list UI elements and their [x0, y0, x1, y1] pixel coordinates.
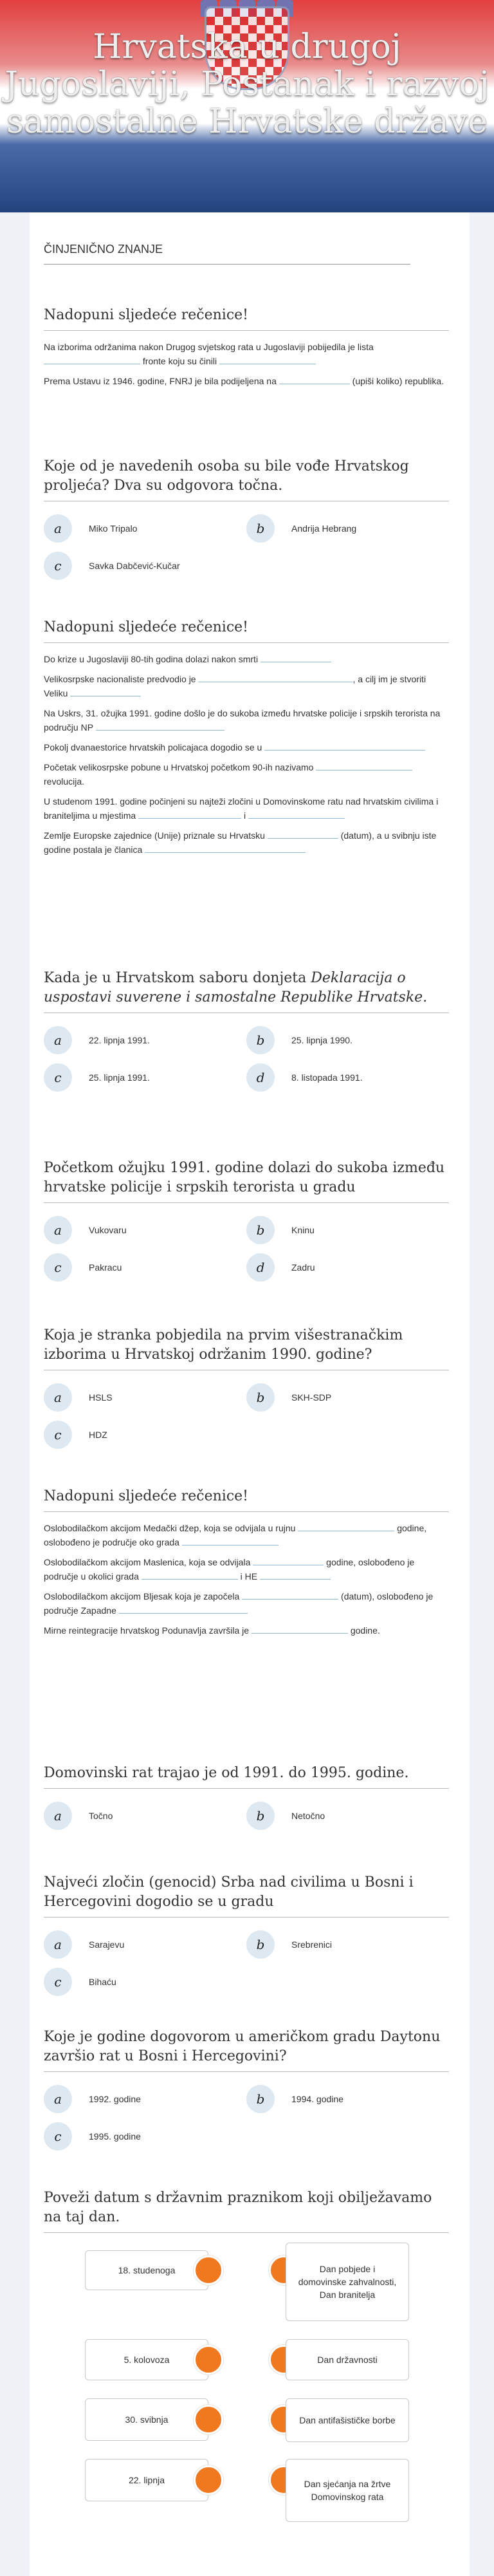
question-fill-7: [44, 1487, 449, 1643]
answer-option[interactable]: d Zadru: [246, 1253, 449, 1282]
match-row: [44, 2459, 449, 2531]
answer-blank[interactable]: [316, 761, 412, 770]
match-left-item[interactable]: 18. studenoga: [85, 2250, 208, 2290]
question-title: Koje je godine dogovorom u američkom gradu Daytonu završio rat u Bosni i Hercegovini?: [44, 2028, 449, 2072]
answer-option[interactable]: a Vukovaru: [44, 1216, 246, 1244]
question-title: Najveći zločin (genocid) Srba nad civilima u Bosni i Hercegovini dogodio se u gradu: [44, 1873, 449, 1918]
question-title: Nadopuni sljedeće rečenice!: [44, 618, 449, 643]
question-title: Domovinski rat trajao je od 1991. do 1995. godine.: [44, 1764, 449, 1789]
fill-sentence: Prema Ustavu iz 1946. godine, FNRJ je bila podijeljena na (upiši koliko) republika.: [44, 376, 444, 386]
match-connector-dot[interactable]: [194, 2345, 223, 2375]
question-choice-10: [44, 2028, 449, 2160]
question-title: Početkom ožujku 1991. godine dolazi do sukoba između hrvatske policije i srpskih terorista u gradu: [44, 1159, 449, 1203]
question-title: Nadopuni sljedeće rečenice!: [44, 306, 449, 331]
answer-option[interactable]: b 25. lipnja 1990.: [246, 1026, 449, 1054]
fill-sentence: Do krize u Jugoslaviji 80-tih godina dolazi nakon smrti: [44, 652, 449, 666]
fill-sentence: Velikosrpske nacionaliste predvodio je , a cilj im je stvoriti Veliku: [44, 674, 426, 698]
fill-sentence: Na Uskrs, 31. ožujka 1991. godine došlo je do sukoba između hrvatske policije i srpskih terorista na području NP: [44, 708, 441, 733]
question-title: Kada je u Hrvatskom saboru donjeta Deklaracija o uspostavi suverene i samostalne Republike Hrvatske.: [44, 969, 449, 1013]
answer-blank[interactable]: [119, 1605, 248, 1614]
match-connector-dot[interactable]: [194, 2465, 223, 2495]
page-title: Hrvatska u drugoj Jugoslaviji, Postanak i razvoj samostalne Hrvatske države: [5, 28, 489, 141]
answer-blank[interactable]: [182, 1536, 279, 1545]
match-left-item[interactable]: 30. svibnja: [85, 2398, 208, 2441]
answer-option[interactable]: b 1994. godine: [246, 2085, 449, 2113]
answer-option[interactable]: c Pakracu: [44, 1253, 246, 1282]
fill-sentence: Početak velikosrpske pobune u Hrvatskoj početkom 90-ih nazivamo revolucija.: [44, 760, 449, 789]
match-right-item[interactable]: Dan sjećanja na žrtve Domovinskog rata: [286, 2459, 409, 2522]
worksheet-card: [30, 212, 470, 2576]
fill-sentence: Mirne reintegracije hrvatskog Podunavlja završila je godine.: [44, 1625, 380, 1636]
answer-option[interactable]: a 22. lipnja 1991.: [44, 1026, 246, 1054]
question-choice-8: [44, 1764, 449, 1839]
answer-option[interactable]: c 25. lipnja 1991.: [44, 1063, 246, 1092]
answer-blank[interactable]: [142, 1571, 238, 1580]
match-right-item[interactable]: Dan pobjede i domovinske zahvalnosti, Dan branitelja: [286, 2243, 409, 2321]
answer-option[interactable]: c Savka Dabčević-Kučar: [44, 552, 246, 580]
answer-blank[interactable]: [268, 830, 338, 839]
answer-blank[interactable]: [252, 1625, 348, 1634]
question-choice-9: [44, 1873, 449, 2005]
match-left-item[interactable]: 5. kolovoza: [85, 2339, 208, 2380]
section-heading: [44, 239, 449, 265]
answer-option[interactable]: c 1995. godine: [44, 2122, 246, 2151]
fill-sentence: Zemlje Europske zajednice (Unije) priznale su Hrvatsku (datum), a u svibnju iste godine postala je članica: [44, 830, 437, 855]
answer-blank[interactable]: [219, 355, 316, 364]
answer-blank[interactable]: [253, 1556, 324, 1565]
match-connector-dot[interactable]: [194, 2255, 223, 2285]
fill-sentence: Oslobodilačkom akcijom Medački džep, koja se odvijala u rujnu godine, oslobođeno je područje oko grada: [44, 1523, 427, 1547]
match-connector-dot[interactable]: [194, 2405, 223, 2434]
answer-blank[interactable]: [261, 653, 331, 662]
question-choice-2: [44, 457, 449, 589]
answer-option[interactable]: b Srebrenici: [246, 1930, 449, 1959]
answer-blank[interactable]: [242, 1591, 338, 1600]
match-right-item[interactable]: Dan antifašističke borbe: [286, 2398, 409, 2442]
fill-sentence: Pokolj dvanaestorice hrvatskih policajaca dogodio se u: [44, 740, 449, 754]
question-choice-6: [44, 1326, 449, 1458]
answer-option[interactable]: b Kninu: [246, 1216, 449, 1244]
answer-blank[interactable]: [145, 844, 306, 853]
answer-blank[interactable]: [198, 673, 352, 682]
question-choice-5: [44, 1159, 449, 1291]
question-title: Koja je stranka pobjedila na prvim višestranačkim izborima u Hrvatskoj održanim 1990. godine?: [44, 1326, 449, 1370]
match-right-item[interactable]: Dan državnosti: [286, 2339, 409, 2380]
answer-blank[interactable]: [298, 1522, 394, 1531]
answer-blank[interactable]: [248, 810, 345, 819]
answer-option[interactable]: c HDZ: [44, 1421, 246, 1449]
fill-sentence: U studenom 1991. godine počinjeni su najteži zločini u Domovinskome ratu nad hrvatskim civilima i braniteljima u mjestima i: [44, 796, 439, 821]
answer-option[interactable]: c Bihaću: [44, 1968, 246, 1996]
section-label: ČINJENIČNO ZNANJE: [44, 239, 410, 265]
answer-option[interactable]: d 8. listopada 1991.: [246, 1063, 449, 1092]
answer-option[interactable]: a HSLS: [44, 1383, 246, 1412]
answer-blank[interactable]: [260, 1571, 331, 1580]
answer-blank[interactable]: [138, 810, 241, 819]
answer-option[interactable]: a 1992. godine: [44, 2085, 246, 2113]
fill-sentence: Oslobodilačkom akcijom Maslenica, koja se odvijala godine, oslobođeno je područje u okolici grada i HE: [44, 1557, 415, 1582]
answer-option[interactable]: a Točno: [44, 1802, 246, 1830]
answer-option[interactable]: b SKH-SDP: [246, 1383, 449, 1412]
answer-option[interactable]: b Netočno: [246, 1802, 449, 1830]
question-fill-1: [44, 306, 449, 394]
answer-option[interactable]: a Sarajevu: [44, 1930, 246, 1959]
header-banner: [0, 0, 494, 212]
answer-option[interactable]: a Miko Tripalo: [44, 514, 246, 543]
answer-blank[interactable]: [70, 687, 141, 696]
match-left-item[interactable]: 22. lipnja: [85, 2459, 208, 2501]
question-choice-4: [44, 969, 449, 1101]
match-row: [44, 2243, 449, 2315]
answer-blank[interactable]: [44, 355, 140, 364]
fill-sentence: Oslobodilačkom akcijom Bljesak koja je započela (datum), oslobođeno je područje Zapadne: [44, 1591, 434, 1616]
question-matching-11: [44, 2189, 449, 2549]
question-title: Poveži datum s državnim praznikom koji obilježavamo na taj dan.: [44, 2189, 449, 2233]
answer-option[interactable]: b Andrija Hebrang: [246, 514, 449, 543]
answer-blank[interactable]: [264, 742, 425, 751]
question-fill-3: [44, 618, 449, 863]
question-title: Koje od je navedenih osoba su bile vođe Hrvatskog proljeća? Dva su odgovora točna.: [44, 457, 449, 501]
answer-blank[interactable]: [279, 375, 350, 384]
fill-sentence: Na izborima održanima nakon Drugog svjetskog rata u Jugoslaviji pobijedila je lista fronte koju su činili: [44, 342, 374, 366]
answer-blank[interactable]: [96, 722, 224, 731]
question-title: Nadopuni sljedeće rečenice!: [44, 1487, 449, 1512]
